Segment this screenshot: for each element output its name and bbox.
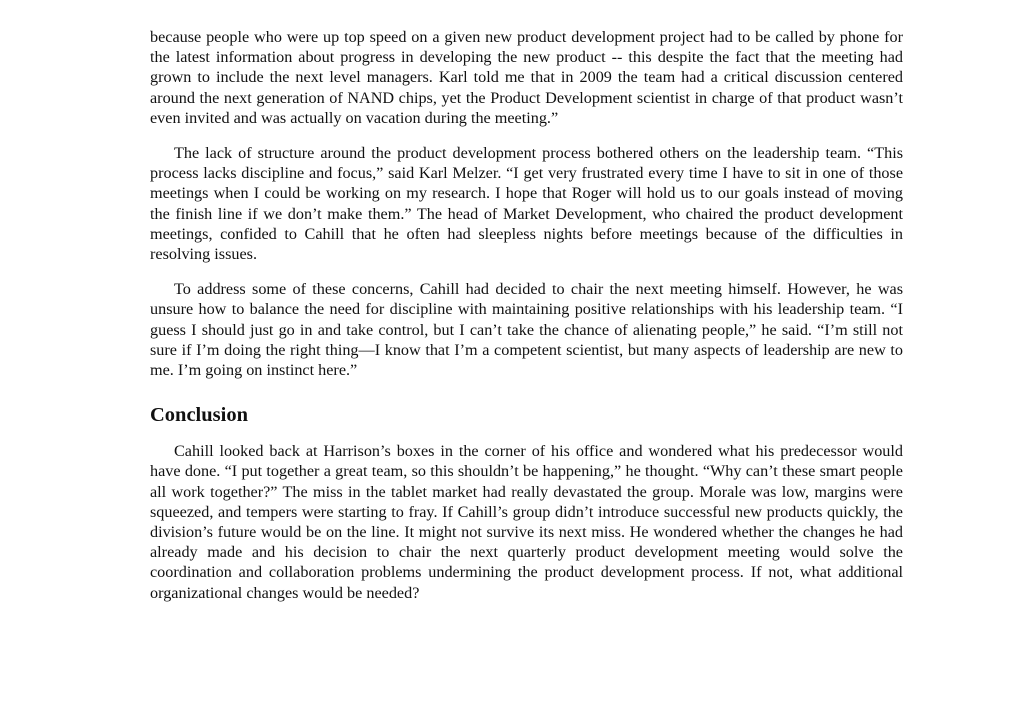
body-paragraph: The lack of structure around the product development process bothered others on the leadership team. “This process lacks discipline and focus,” said Karl Melzer. “I get very frustrated every time I have to sit in one of those meetings when I could be working on my research. I hope that Roger will hold us to our goals instead of moving the finish line if we don’t make them.” The head of Market Development, who chaired the product development meetings, confided to Cahill that he often had sleepless nights before meetings because of the difficulties in resolving issues.	[150, 144, 903, 264]
body-paragraph: To address some of these concerns, Cahill had decided to chair the next meeting himself. However, he was unsure how to balance the need for discipline with maintaining positive relationships with his leadership team. “I guess I should just go in and take control, but I can’t take the chance of alienating people,” he said. “I’m still not sure if I’m doing the right thing—I know that I’m a competent scientist, but many aspects of leadership are new to me. I’m going on instinct here.”	[150, 280, 903, 380]
body-paragraph: Cahill looked back at Harrison’s boxes in the corner of his office and wondered what his predecessor would have done. “I put together a great team, so this shouldn’t be happening,” he thought. “Why can’t these smart people all work together?” The miss in the tablet market had really devastated the group. Morale was low, margins were squeezed, and tempers were starting to fray. If Cahill’s group didn’t introduce successful new products quickly, the division’s future would be on the line. It might not survive its next miss. He wondered whether the changes he had already made and his decision to chair the next quarterly product development meeting would solve the coordination and collaboration problems undermining the product development process. If not, what additional organizational changes would be needed?	[150, 442, 903, 602]
section-heading: Conclusion	[150, 404, 248, 427]
body-paragraph: because people who were up top speed on a given new product development project had to be called by phone for the latest information about progress in developing the new product -- this despite the fact that the meeting had grown to include the next level managers. Karl told me that in 2009 the team had a critical discussion centered around the next generation of NAND chips, yet the Product Development scientist in charge of that product wasn’t even invited and was actually on vacation during the meeting.”	[150, 28, 903, 127]
document-page	[150, 27, 903, 603]
